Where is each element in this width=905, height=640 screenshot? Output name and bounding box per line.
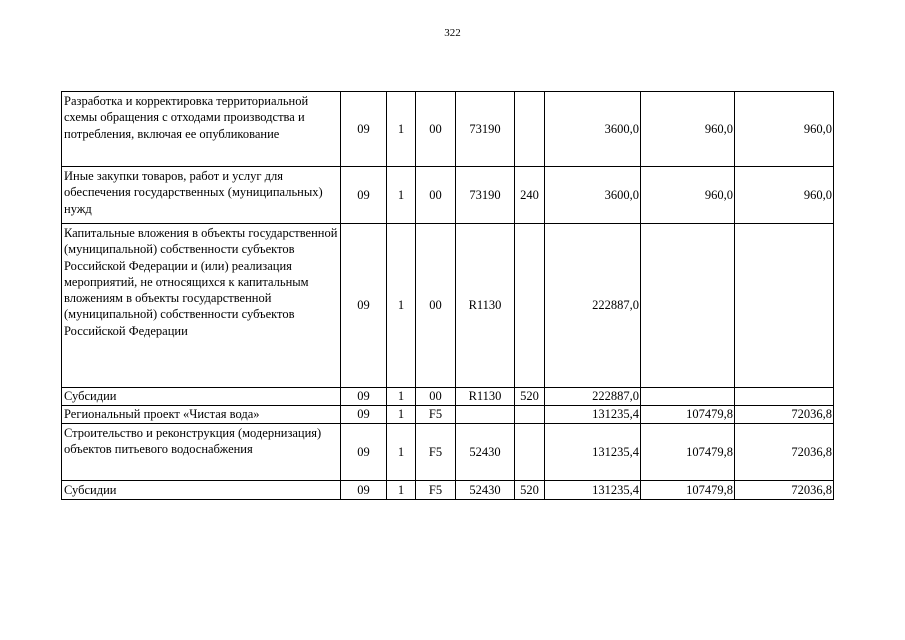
cell-subsection: 1 [387, 167, 416, 224]
cell-section: 09 [341, 388, 387, 406]
cell-expense-type [515, 92, 545, 167]
row-name: Разработка и корректировка территориальной схемы обращения с отходами производства и потребления, включая ее опубликование [62, 92, 341, 167]
cell-section: 09 [341, 92, 387, 167]
cell-amount-year1: 3600,0 [545, 167, 641, 224]
cell-subsection: 1 [387, 406, 416, 424]
table-row [62, 481, 834, 500]
cell-expense-type: 240 [515, 167, 545, 224]
cell-target-article: 73190 [456, 167, 515, 224]
cell-expense-type [515, 424, 545, 481]
cell-amount-year3: 960,0 [735, 167, 834, 224]
cell-subprogram: 00 [416, 224, 456, 388]
cell-section: 09 [341, 167, 387, 224]
cell-target-article: 52430 [456, 424, 515, 481]
cell-amount-year2: 960,0 [641, 167, 735, 224]
cell-section: 09 [341, 406, 387, 424]
cell-subprogram: 00 [416, 167, 456, 224]
cell-expense-type [515, 224, 545, 388]
cell-amount-year2 [641, 224, 735, 388]
row-name: Капитальные вложения в объекты государственной (муниципальной) собственности субъектов Российской Федерации и (или) реализация мероприятий, не относящихся к капитальным вложениям в объекты государственной (муниципальной) собственности субъектов Российской Федерации [62, 224, 341, 388]
cell-amount-year3: 960,0 [735, 92, 834, 167]
row-name: Строительство и реконструкция (модернизация) объектов питьевого водоснабжения [62, 424, 341, 481]
cell-target-article: 73190 [456, 92, 515, 167]
row-name: Субсидии [62, 481, 341, 500]
cell-subprogram: 00 [416, 388, 456, 406]
cell-subsection: 1 [387, 388, 416, 406]
cell-target-article [456, 406, 515, 424]
cell-amount-year1: 131235,4 [545, 481, 641, 500]
cell-amount-year2: 107479,8 [641, 481, 735, 500]
cell-section: 09 [341, 424, 387, 481]
cell-amount-year2: 107479,8 [641, 406, 735, 424]
table-row [62, 406, 834, 424]
page-number: 322 [444, 27, 461, 39]
cell-subprogram: F5 [416, 424, 456, 481]
cell-amount-year2: 960,0 [641, 92, 735, 167]
cell-section: 09 [341, 224, 387, 388]
cell-subsection: 1 [387, 92, 416, 167]
table-row [62, 424, 834, 481]
cell-amount-year1: 222887,0 [545, 224, 641, 388]
cell-subsection: 1 [387, 224, 416, 388]
table-row [62, 167, 834, 224]
row-name: Субсидии [62, 388, 341, 406]
cell-amount-year2: 107479,8 [641, 424, 735, 481]
row-name: Региональный проект «Чистая вода» [62, 406, 341, 424]
cell-amount-year3 [735, 388, 834, 406]
table-row [62, 224, 834, 388]
cell-subsection: 1 [387, 424, 416, 481]
cell-target-article: R1130 [456, 224, 515, 388]
budget-table [61, 91, 834, 500]
cell-target-article: R1130 [456, 388, 515, 406]
cell-subprogram: F5 [416, 406, 456, 424]
cell-expense-type [515, 406, 545, 424]
table-row [62, 92, 834, 167]
cell-amount-year1: 3600,0 [545, 92, 641, 167]
cell-amount-year3: 72036,8 [735, 481, 834, 500]
cell-section: 09 [341, 481, 387, 500]
cell-expense-type: 520 [515, 388, 545, 406]
cell-amount-year3: 72036,8 [735, 424, 834, 481]
cell-amount-year1: 222887,0 [545, 388, 641, 406]
cell-subprogram: F5 [416, 481, 456, 500]
cell-amount-year1: 131235,4 [545, 424, 641, 481]
cell-subprogram: 00 [416, 92, 456, 167]
cell-amount-year3: 72036,8 [735, 406, 834, 424]
cell-amount-year2 [641, 388, 735, 406]
cell-target-article: 52430 [456, 481, 515, 500]
table-row [62, 388, 834, 406]
cell-subsection: 1 [387, 481, 416, 500]
cell-amount-year3 [735, 224, 834, 388]
cell-amount-year1: 131235,4 [545, 406, 641, 424]
cell-expense-type: 520 [515, 481, 545, 500]
row-name: Иные закупки товаров, работ и услуг для обеспечения государственных (муниципальных) нужд [62, 167, 341, 224]
